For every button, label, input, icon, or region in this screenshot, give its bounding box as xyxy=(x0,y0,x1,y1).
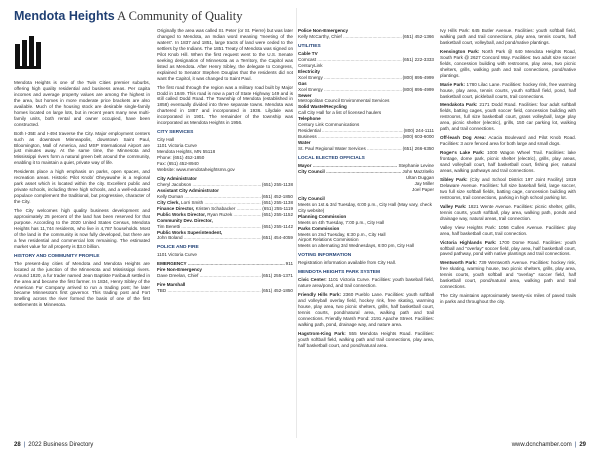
council-member: Jay Miller xyxy=(414,180,434,186)
emergency-label: EMERGENCY ..... xyxy=(157,261,285,267)
utility-row xyxy=(298,57,434,63)
admin-title: Community Dev. Director, xyxy=(157,217,213,223)
park-entry xyxy=(440,260,576,290)
fire-chief-phone: (651) 255-1371 xyxy=(261,273,293,279)
right-footer-url: www.dcnchamber.com xyxy=(511,442,572,448)
park-description: 555 Mendota Heights Road. Facilities: youth softball field, walking path and trail connections, play area, half basketball court, and pond/natural area. xyxy=(298,330,435,348)
fire-chief-row xyxy=(157,273,293,279)
column-1 xyxy=(14,28,150,311)
park-description: 2171 Dodd Road. Facilities: four adult softball fields, batting cages, youth soccer field, concession building with restrooms, full size basketball court, grass volleyball, large play area, picnic shelter (electric), grills, 150 car parking lot, walking path, and trail connections. xyxy=(440,102,576,132)
parks-commission-heading: Parks Commission xyxy=(298,225,340,231)
admin-phone: (651) 255-1119 xyxy=(262,205,293,211)
park-entry xyxy=(298,331,434,349)
park-description: Ivy Hills Park: 645 Butler Avenue. Facilities: youth softball field, walking path and trail connections, play area, tennis courts, half basketball court, volleyball, and pond/native plantings. xyxy=(440,28,576,45)
history-paragraph: Originally the area was called St. Peter (or St. Pierre) but was later changed to Mendota, an Indian word meaning "meeting of the waters". In 1837 and 1851, large tracts of land were ceded to the settlers by the Indians. The 1851 Treaty of Mendota was signed on Pilot Knob Hill. When the first request went to the U.S. Senate seeking designation of Minnesota as a Territory, the Capitol was listed as Mendota. After Henry Sibley, the delegate to Congress, explained to Senator Stephen Douglas that the residents did not want the Capitol, it was changed to Saint Paul. xyxy=(157,28,293,81)
history-text: The present-day cities of Mendota and Mendota Heights are located at the junction of the Minnesota and Mississippi rivers. Around 1820, a fur trader named Jean Baptiste Faribault settled in the area and became the first farmer. In 1834, Henry Sibley of the American Fur Company arrived to run a trading post; he later became Minnesota's first governor. This trading post and Fort Snelling across the river formed the basis of one of the first settlements in Minnesota. xyxy=(14,260,150,308)
page-gutter xyxy=(296,8,297,438)
utility-provider: Call City Hall for a list of licensed haulers xyxy=(298,110,382,116)
park-entry xyxy=(440,102,576,132)
intro-paragraph: Mendota Heights is one of the Twin Cities premier suburbs, offering high quality residential and business areas. Per capita incomes and average property values are among the highest in the area, but homes in more moderate price brackets are also available. Much of the housing stock are desirable single-family homes located on large lots, but in recent years many new multi-family units, both rental and owner occupied, have been constructed. xyxy=(14,80,150,127)
utility-category: Telephone xyxy=(298,116,321,122)
city-hall-line: City Hall xyxy=(157,137,175,143)
park-description: 1101 Victoria Curve. Facilities: youth baseball field, nature area/pond, and trail connection. xyxy=(298,277,434,289)
utility-name: Business ..... xyxy=(298,134,402,140)
park-entry xyxy=(298,292,434,328)
police-chief-name: Kelly McCarthy, Chief ..... xyxy=(298,34,402,40)
park-name: Friendly Hills Park: xyxy=(298,292,342,298)
intro-paragraphs xyxy=(14,80,150,250)
left-footer-text: 2022 Business Directory xyxy=(28,442,94,448)
footer-right: www.dcnchamber.com | 29 xyxy=(511,442,586,448)
police-non-emergency-heading: Police Non-Emergency xyxy=(298,28,349,33)
utility-category: Cable TV xyxy=(298,50,318,56)
officials-heading: LOCAL ELECTED OFFICIALS xyxy=(298,156,365,162)
park-name: Sibley Park: xyxy=(440,176,468,182)
utility-row xyxy=(298,134,434,140)
utility-row xyxy=(298,146,434,152)
utility-category: Water xyxy=(298,140,311,146)
closing-text: The City maintains approximately twenty-six miles of paved trails in parks and throughout the city. xyxy=(440,293,576,305)
park-entry xyxy=(440,135,576,147)
intro-paragraph: Residents place a high emphasis on parks, open spaces, and recreation areas. Historic Pilot Knob/ Oheyawahe is a regional park asset which is located within the city. Excellent public and private schools, including three high schools, and a well-educated populace complement the traditional, but progressive, character of the City. xyxy=(14,169,150,205)
fire-marshall-phone: (651) 452-1850 xyxy=(261,288,293,294)
admin-person: John Boland ..... xyxy=(157,235,261,241)
admin-phone: (651) 255-1138 xyxy=(261,181,293,187)
history-continued xyxy=(157,28,293,126)
council-label: City Council ..... xyxy=(298,169,401,175)
park-name: Victoria Highlands Park: xyxy=(440,239,497,245)
admin-person: Ryan Ruzek xyxy=(207,211,233,217)
park-entry xyxy=(440,177,576,201)
admin-person: Lorri Smith xyxy=(181,199,204,205)
park-name: Valley Park: xyxy=(440,203,467,209)
park-description: Valley View Heights Park: 1056 Cullen Avenue. Facilities: play area, half basketball court, trail connection. xyxy=(440,224,576,236)
park-system-heading: MENDOTA HEIGHTS PARK SYSTEM xyxy=(298,270,380,276)
council-member: Joel Paper xyxy=(412,186,434,192)
city-hall-line: 1101 Victoria Curve xyxy=(157,143,197,149)
column-4 xyxy=(440,28,576,308)
right-page-number: 29 xyxy=(579,442,586,448)
emergency-phone: 911 xyxy=(285,261,293,267)
park-description: 1700 Dome Road. Facilities: youth softball and "overlay" soccer field, play area, half basketball court, paved pathway, pond with native plantings and trail connections. xyxy=(440,239,576,257)
admin-row xyxy=(157,235,293,241)
admin-list xyxy=(157,176,293,241)
park-description: North Park @ 640 Mendota Heights Road, South Park @ 2627 Concord Way. Facilities: two adult size soccer fields, concession building with restrooms, play area, two picnic shelters, grills, walking path and trail connections, pond/native plantings. xyxy=(440,48,577,78)
utility-phone: (800) 895-4999 xyxy=(402,74,434,80)
park-name: Off-leash Dog Area: xyxy=(440,135,486,141)
admin-title: Public Works Director, xyxy=(157,211,206,217)
planning-heading: Planning Commission xyxy=(298,213,347,219)
airport-text: Airport Relations Commission xyxy=(298,237,359,243)
utility-name: Residential ..... xyxy=(298,128,403,134)
admin-row xyxy=(157,182,293,188)
park-description: 1000 Wagon Wheel Trail. Facilities: lake frontage, dome park, picnic shelter (electric), grills, play areas, sand volleyball court, half basketball court, fishing pier, natural areas, walking pathways and trail connections. xyxy=(440,150,576,174)
fire-chief-name: Dave Dreelan, Chief ..... xyxy=(157,273,261,279)
page-title xyxy=(14,9,243,27)
parks-commission-text: Meets on 2nd Tuesday, 6:30 p.m., City Hall xyxy=(298,231,386,237)
police-fire-heading: POLICE AND FIRE xyxy=(157,245,199,251)
admin-row xyxy=(157,212,293,218)
city-hall-line: Website: www.mendotaheightsmn.gov xyxy=(157,166,235,172)
fire-marshall-heading: Fire Marshall xyxy=(157,282,186,288)
city-hall-contact xyxy=(157,137,293,173)
park-name: Wentworth Park: xyxy=(440,260,477,266)
mayor-label: Mayor ..... xyxy=(298,163,397,169)
city-council-heading: City Council xyxy=(298,195,325,201)
city-hall-line: Fax: (651) 452-8940 xyxy=(157,161,199,167)
utility-phone: (651) 266-6350 xyxy=(402,146,434,152)
left-page-number: 28 xyxy=(14,442,21,448)
admin-phone: (651) 255-1138 xyxy=(261,199,293,205)
council-member: Ultan Duggan xyxy=(405,174,434,180)
admin-row xyxy=(157,224,293,230)
utility-name: Xcel Energy ..... xyxy=(298,87,402,93)
park-description: 1780 Lilac Lane. Facilities: hockey rink, free warming house, play area, tennis courts, youth softball field, pond, half basketball court, pickleball courts, trail connections. xyxy=(440,81,576,99)
parks-list-2 xyxy=(440,28,576,290)
utility-category: Solid Waste/Recycling xyxy=(298,104,347,110)
utility-category: Gas xyxy=(298,80,307,86)
admin-phone: (651) 255-1152 xyxy=(261,211,293,217)
utility-name: St. Paul Regional Water Services ..... xyxy=(298,146,402,152)
park-description: 1821 Wente Avenue. Facilities: picnic shelter, grills, tennis courts, youth softball, play area, walking path, ponds and drainage way, natural areas, trail connection. xyxy=(440,203,577,221)
park-description: Acacia Boulevard and Pilot Knob Road. Facilities: 3 acre fenced area for both large and small dogs. xyxy=(440,135,576,147)
park-name: Marie Park: xyxy=(440,81,466,87)
footer-left: 28 | 2022 Business Directory xyxy=(14,442,94,448)
utility-name: Xcel Energy ..... xyxy=(298,75,402,81)
utility-category: Sewer xyxy=(298,92,312,98)
police-chief-phone: (651) 452-1366 xyxy=(402,33,434,39)
council-list xyxy=(298,169,434,193)
column-2 xyxy=(157,28,293,294)
park-entry xyxy=(440,225,576,237)
fire-non-emergency-heading: Fire Non-Emergency xyxy=(157,267,202,273)
utility-name: Comcast ..... xyxy=(298,57,402,63)
park-description: 739 Wentworth Avenue. Facilities: hockey rink, free skating, warming house, two picnic shelters, grills, play area, tennis courts, youth softball and "overlay" soccer field, half basketball court, pond/natural area, walking path and trail connections. xyxy=(440,260,576,290)
intro-paragraph: Both I-35E and I-494 traverse the City. Major employment centers such as downtown Minneapolis, downtown Saint Paul, Bloomington, Mall of America, and MSP International Airport are just minutes away. At the same time, the Minnesota and Mississippi rivers form a natural green belt around the community, enabling it to maintain a quiet, private way of life. xyxy=(14,130,150,166)
park-entry xyxy=(440,150,576,174)
admin-person: Cheryl Jacobson ..... xyxy=(157,182,261,188)
admin-title: Finance Director, xyxy=(157,205,195,211)
admin-phone: (651) 255-1142 xyxy=(261,223,293,229)
admin-title: Assistant City Administrator xyxy=(157,187,219,193)
utilities-list xyxy=(298,51,434,152)
utility-category: Electricity xyxy=(298,68,320,74)
voting-heading: VOTING INFORMATION xyxy=(298,253,352,259)
park-entry xyxy=(298,277,434,289)
mayor-name: Stephanie Levine xyxy=(398,163,434,169)
column-3 xyxy=(298,28,434,352)
admin-phone: (651) 454-4059 xyxy=(261,235,293,241)
park-name: Civic Center: xyxy=(298,277,327,283)
utility-provider: CenturyLink xyxy=(298,62,323,68)
city-hall-line: Mendota Heights, MN 55118 xyxy=(157,149,216,155)
utility-provider: Metropolitan Council Environmental Services xyxy=(298,98,390,104)
admin-title: Public Works Superintendent, xyxy=(157,229,223,235)
admin-person: Tim Benetti ..... xyxy=(157,224,261,230)
park-name: Roger's Lake Park: xyxy=(440,150,485,156)
park-entry xyxy=(440,82,576,100)
park-entry xyxy=(440,49,576,79)
history-heading: HISTORY AND COMMUNITY PROFILE xyxy=(14,253,100,259)
park-entry xyxy=(440,204,576,222)
park-name: Hagstrom-King Park: xyxy=(298,330,346,336)
parks-list-1 xyxy=(298,277,434,348)
utility-provider: Century Link Communications xyxy=(298,122,360,128)
admin-title: City Clerk, xyxy=(157,199,180,205)
planning-text: Meets on 4th Tuesday, 7:00 p.m., City Hall xyxy=(298,219,385,225)
park-description: 2360 Pueblo Lane. Facilities: youth softball and volleyball overlay field, hockey rink, free skating, warming house, play area, two picnic shelters, grills, half basketball court, tennis courts, pond/natural area, walking path and trail connections. Friendly Marsh Pond: 2191 Apache Street. Facilities: walking path, pond, drainage way, and nature area. xyxy=(298,292,434,327)
council-row xyxy=(298,187,434,193)
admin-person: Kristen Schabacker xyxy=(195,205,236,211)
police-chief-row xyxy=(298,34,434,40)
admin-phone: (651) 452-1850 xyxy=(261,193,293,199)
city-council-text: Meets on 1st & 3rd Tuesday, 6:00 p.m., City Hall (May vary, check City website) xyxy=(298,201,432,213)
airport-text-2: Meets on alternating 3rd Wednesdays, 6:00 pm, City Hall xyxy=(298,243,415,249)
city-hall-line: Phone: (651) 452-1850 xyxy=(157,155,205,161)
park-name: Mendakota Park: xyxy=(440,102,478,108)
park-name: Kensington Park: xyxy=(440,48,480,54)
utility-phone: (800) 603-6000 xyxy=(402,134,434,140)
utilities-heading: UTILITIES xyxy=(298,43,321,49)
admin-title: City Administrator xyxy=(157,175,197,181)
title-rest: A Community of Quality xyxy=(114,9,243,23)
city-logo-icon xyxy=(14,36,46,74)
fire-marshall-row xyxy=(157,288,293,294)
page-footer xyxy=(0,438,600,463)
admin-name xyxy=(157,212,261,218)
fire-marshall-name: TBD ..... xyxy=(157,288,261,294)
voting-text: Registration information available from City Hall. xyxy=(298,260,397,266)
utility-phone: (651) 222-3333 xyxy=(402,56,434,62)
park-description: (City and School District 197 Joint Facility) 1819 Delaware Avenue. Facilities: full size baseball field, large soccer, two full size softball fields, batting cage, concession building with restrooms, trail connections, parking in high school parking lot. xyxy=(440,176,577,200)
utility-row xyxy=(298,87,434,93)
police-address: 1101 Victoria Curve xyxy=(157,252,197,258)
park-entry xyxy=(440,240,576,258)
city-services-heading: CITY SERVICES xyxy=(157,130,194,136)
council-member: John Mazzitello xyxy=(402,168,434,174)
utility-phone: (800) 895-4999 xyxy=(402,86,434,92)
utility-row xyxy=(298,75,434,81)
intro-paragraph: The City welcomes high quality business development and approximately 25 percent of the land has been reserved for that purpose. According to the 2020 United States Census, Mendota Heights has 11,744 residents, who live in 4,787 households. Most of the land in the community is now fully developed, but there are a few residential and commercial lots remaining. The estimated market value for all property is $3.0 billion. xyxy=(14,208,150,249)
history-paragraph: The first road through the region was a military road built by Major Dodd in 1849. This road is now a part of State Highway 149 and is still called Dodd Road. The Township of Mendota (established in 1858) eventually divided into three separate towns. Mendota was chartered in 1887 and incorporated in 1936. Lilydale was incorporated in 1901. The remainder of the township was incorporated as Mendota Heights in 1956. xyxy=(157,84,293,126)
utility-phone: (800) 244-1111 xyxy=(403,128,434,134)
title-bold: Mendota Heights xyxy=(14,9,115,23)
park-entry xyxy=(440,28,576,46)
admin-person: Kelly Duman ..... xyxy=(157,194,261,200)
